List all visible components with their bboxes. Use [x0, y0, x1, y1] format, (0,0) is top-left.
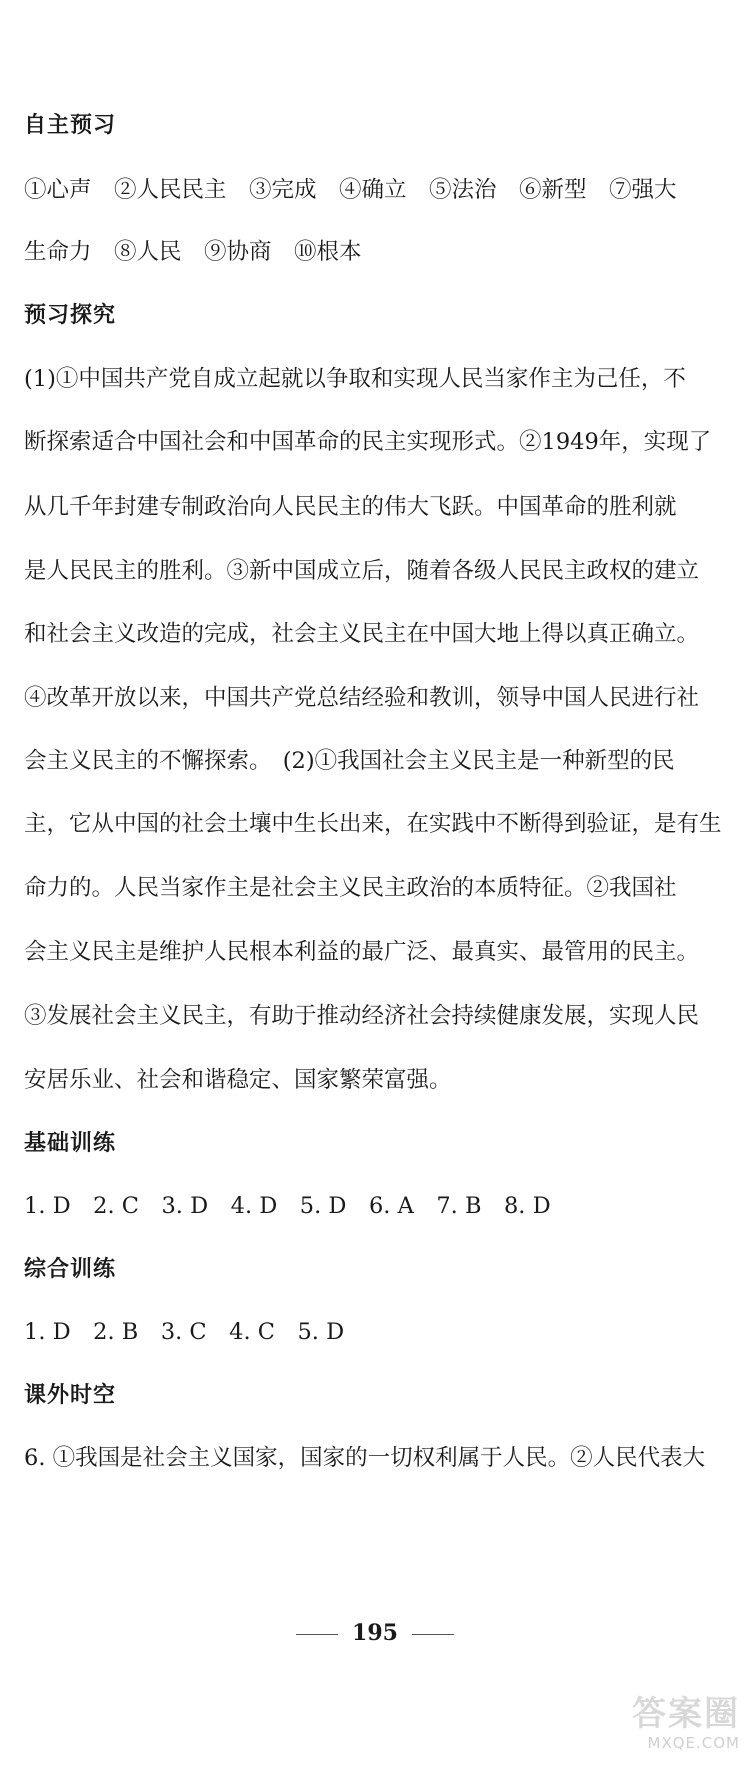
- extracurricular-line-1: 6. ①我国是社会主义国家，国家的一切权利属于人民。②人民代表大: [24, 1445, 706, 1471]
- explore-line-4: 是人民民主的胜利。③新中国成立后，随着各级人民民主政权的建立: [24, 558, 700, 584]
- page-number: 195: [352, 1620, 398, 1646]
- section-heading-preview: 自主预习: [24, 113, 117, 138]
- explore-line-12: 安居乐业、社会和谐稳定、国家繁荣富强。: [24, 1067, 452, 1093]
- explore-line-5: 和社会主义改造的完成，社会主义民主在中国大地上得以真正确立。: [24, 621, 700, 647]
- comprehensive-answers: 1. D 2. B 3. C 4. C 5. D: [24, 1319, 345, 1345]
- watermark-title: 答案圈: [632, 1694, 740, 1734]
- explore-line-6: ④改革开放以来，中国共产党总结经验和教训，领导中国人民进行社: [24, 685, 700, 711]
- explore-line-8: 主，它从中国的社会土壤中生长出来，在实践中不断得到验证，是有生: [24, 811, 722, 837]
- explore-line-7: 会主义民主的不懈探索。 (2)①我国社会主义民主是一种新型的民: [24, 748, 675, 774]
- explore-line-9: 命力的。人民当家作主是社会主义民主政治的本质特征。②我国社: [24, 875, 677, 901]
- explore-line-10: 会主义民主是维护人民根本利益的最广泛、最真实、最管用的民主。: [24, 939, 700, 965]
- section-heading-extracurricular: 课外时空: [24, 1383, 117, 1408]
- section-heading-basic: 基础训练: [24, 1131, 117, 1156]
- preview-line-2: 生命力 ⑧人民 ⑨协商 ⑩根本: [24, 239, 362, 265]
- explore-line-1: (1)①中国共产党自成立起就以争取和实现人民当家作主为己任，不: [24, 366, 686, 392]
- watermark-url: MXQE.COM: [647, 1734, 740, 1752]
- section-heading-comprehensive: 综合训练: [24, 1257, 117, 1282]
- basic-answers: 1. D 2. C 3. D 4. D 5. D 6. A 7. B 8. D: [24, 1193, 551, 1219]
- page-footer: [0, 1620, 750, 1646]
- explore-line-3: 从几千年封建专制政治向人民民主的伟大飞跃。中国革命的胜利就: [24, 494, 677, 520]
- section-heading-explore: 预习探究: [24, 303, 117, 328]
- explore-line-2: 断探索适合中国社会和中国革命的民主实现形式。②1949年，实现了: [24, 429, 712, 455]
- footer-dash-right: [412, 1634, 454, 1635]
- watermark-logo: [620, 1694, 740, 1764]
- preview-line-1: ①心声 ②人民民主 ③完成 ④确立 ⑤法治 ⑥新型 ⑦强大: [24, 177, 677, 203]
- footer-dash-left: [296, 1634, 338, 1635]
- explore-line-11: ③发展社会主义民主，有助于推动经济社会持续健康发展，实现人民: [24, 1003, 700, 1029]
